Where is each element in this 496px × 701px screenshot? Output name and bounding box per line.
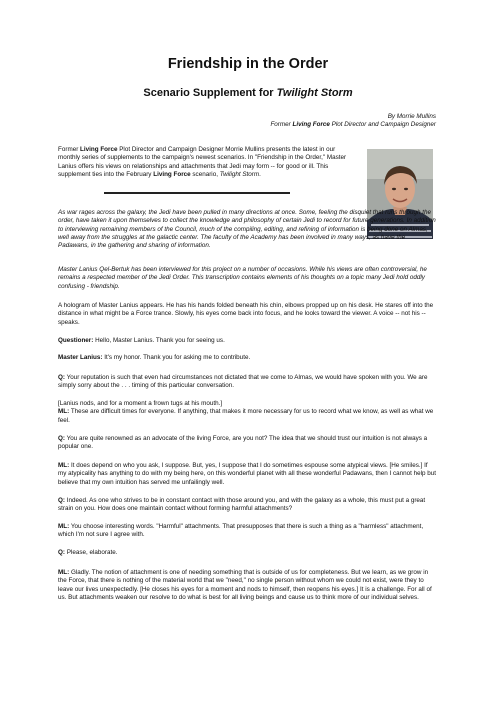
dialogue-line: Q: You are quite renowned as an advocate of the living Force, are you not? The idea that we should trust our intuition is not always a popular one. [58, 435, 428, 451]
byline-role: Former Living Force Plot Director and Campaign Designer [270, 121, 436, 129]
byline [270, 113, 436, 130]
dialogue-line: Questioner: Hello, Master Lanius. Thank you for seeing us. [58, 337, 225, 344]
page-title: Friendship in the Order [167, 56, 329, 72]
intro-paragraph: Former Living Force Plot Director and Campaign Designer Morrie Mullins presents the latest in our monthly series of supplements to the campaign's newest scenarios. In "Friendship in the Order," Master Lanius offers his views on relationships and attachments that Jedi may form -- for good or ill. This supplement ties into the February Living Force scenario, Twilight Storm. [58, 146, 347, 178]
dialogue-line: ML: You choose interesting words. "Harmful" attachments. That presupposes that there is such a thing as a "harmless" attachment, which I'm not sure I agree with. [58, 523, 424, 539]
dialogue-line: ML: It does depend on who you ask, I suppose. But, yes, I suppose that I do sometimes espouse some atypical views. [He smiles.] If my atypicality has anything to do with my being here, on this wonderful planet with all these wonderful Padawans, then I cannot help but believe that my own intuition has served me unfailingly well. [58, 462, 437, 486]
context-paragraph: As war rages across the galaxy, the Jedi have been pulled in many directions at once. Some, feeling the disquiet that runs through the order, have taken it upon themselves to collect the knowledge and philosophy of certain Jedi to record for future generations. In addition to interviewing remaining members of the Council, much of the compiling, editing, and refining of information is being done on Almas, well away from the struggles at the galactic center. The faculty of the Academy has been involved in many ways, as have the Padawans, in the gathering and sharing of information. [58, 209, 436, 250]
stage-direction: [Lanius nods, and for a moment a frown tugs at his mouth.] [58, 400, 223, 407]
subtitle-scenario: Twilight Storm [276, 87, 353, 99]
dialogue-line: Q: Indeed. As one who strives to be in constant contact with those around you, and with the galaxy as a whole, this must put a great strain on you. How does one maintain contact without forming harmful attachments? [58, 497, 426, 513]
dialogue-line: Q: Your reputation is such that even had circumstances not dictated that we come to Almas, we would have spoken with you. We are simply sorry about the . . . timing of this particular conversation. [58, 374, 428, 390]
narration-paragraph: A hologram of Master Lanius appears. He has his hands folded beneath his chin, elbows propped up on his desk. He stares off into the distance in what might be a Force trance. Slowly, his eyes come back into focus, and he looks toward the viewer. A voice -- not his -- speaks. [58, 302, 434, 326]
dialogue-line: ML: Gladly. The notion of attachment is one of needing something that is outside of us for completeness. But we learn, as we grow in the Force, that there is nothing of the material world that we "need," no single person without whom we could not exist, were they to leave our lives unexpectedly. [He closes his eyes for a moment and nods to himself, then reopens his eyes.] It is a challenge. For all of us. But attachments weaken our resolve to do what is best for all living beings and cause us to think more of our individual selves. [58, 569, 432, 601]
dialogue-line: Master Lanius: It's my honor. Thank you for asking me to contribute. [58, 354, 251, 361]
section-divider [104, 192, 290, 194]
byline-author: By Morrie Mullins [387, 113, 436, 120]
dialogue-line: Q: Please, elaborate. [58, 549, 118, 556]
page-subtitle [0, 87, 496, 99]
subtitle-prefix: Scenario Supplement for [143, 87, 277, 99]
context-paragraph-2: Master Lanius Qel-Bertuk has been interviewed for this project on a number of occasions. While his views are often controversial, he remains a respected member of the Jedi Order. This transcription contains elements of his thoughts on a topic many Jedi hold oddly confusing - friendship. [58, 266, 427, 290]
dialogue-line: [Lanius nods, and for a moment a frown tugs at his mouth.] ML: These are difficult times for everyone. If anything, that makes it more necessary for us to record what we know, as well as what we feel. [58, 400, 437, 425]
